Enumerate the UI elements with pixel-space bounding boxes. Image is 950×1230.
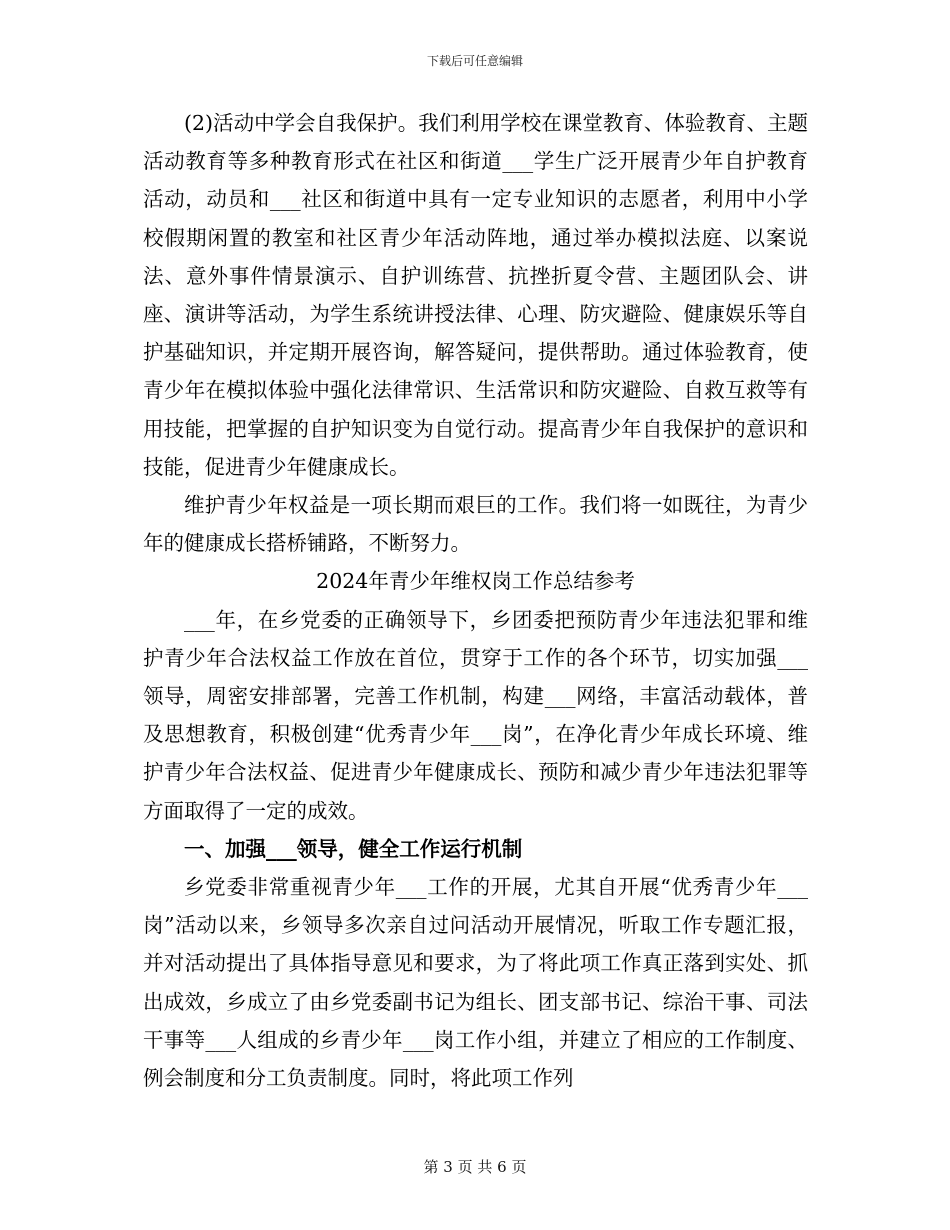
section-heading-1: 一、加强___领导，健全工作运行机制 [184, 836, 523, 861]
paragraph-intro: ___年，在乡党委的正确领导下，乡团委把预防青少年违法犯罪和维护青少年合法权益工作放在首位，贯穿于工作的各个环节，切实加强___领导，周密安排部署，完善工作机制，构建___网络，丰富活动载体，普及思想教育，积极创建“优秀青少年___岗”，在净化青少年成长环境、维护青少年合法权益、促进青少年健康成长、预防和减少青少年违法犯罪等方面取得了一定的成效。 [143, 607, 808, 823]
page-header: 下载后可任意编辑 [426, 54, 523, 68]
paragraph-self-protection: (2)活动中学会自我保护。我们利用学校在课堂教育、体验教育、主题活动教育等多种教育形式在社区和街道___学生广泛开展青少年自护教育活动，动员和___社区和街道中具有一定专业知识的志愿者，利用中小学校假期闲置的教室和社区青少年活动阵地，通过举办模拟法庭、以案说法、意外事件情景演示、自护训练营、抗挫折夏令营、主题团队会、讲座、演讲等活动，为学生系统讲授法律、心理、防灾避险、健康娱乐等自护基础知识，并定期开展咨询，解答疑问，提供帮助。通过体验教育，使青少年在模拟体验中强化法律常识、生活常识和防灾避险、自救互救等有用技能，把掌握的自护知识变为自觉行动。提高青少年自我保护的意识和技能，促进青少年健康成长。 [143, 111, 808, 479]
document-body [143, 104, 808, 1097]
paragraph-leadership: 乡党委非常重视青少年___工作的开展，尤其自开展“优秀青少年___岗”活动以来，乡领导多次亲自过问活动开展情况，听取工作专题汇报，并对活动提出了具体指导意见和要求，为了将此项工作真正落到实处、抓出成效，乡成立了由乡党委副书记为组长、团支部书记、综治干事、司法干事等___人组成的乡青少年___岗工作小组，并建立了相应的工作制度、例会制度和分工负责制度。同时，将此项工作列 [143, 875, 808, 1091]
paragraph-conclusion: 维护青少年权益是一项长期而艰巨的工作。我们将一如既往，为青少年的健康成长搭桥铺路，不断努力。 [143, 493, 808, 556]
page-footer: 第 3 页 共 6 页 [423, 1158, 527, 1176]
document-title: 2024年青少年维权岗工作总结参考 [316, 569, 635, 594]
